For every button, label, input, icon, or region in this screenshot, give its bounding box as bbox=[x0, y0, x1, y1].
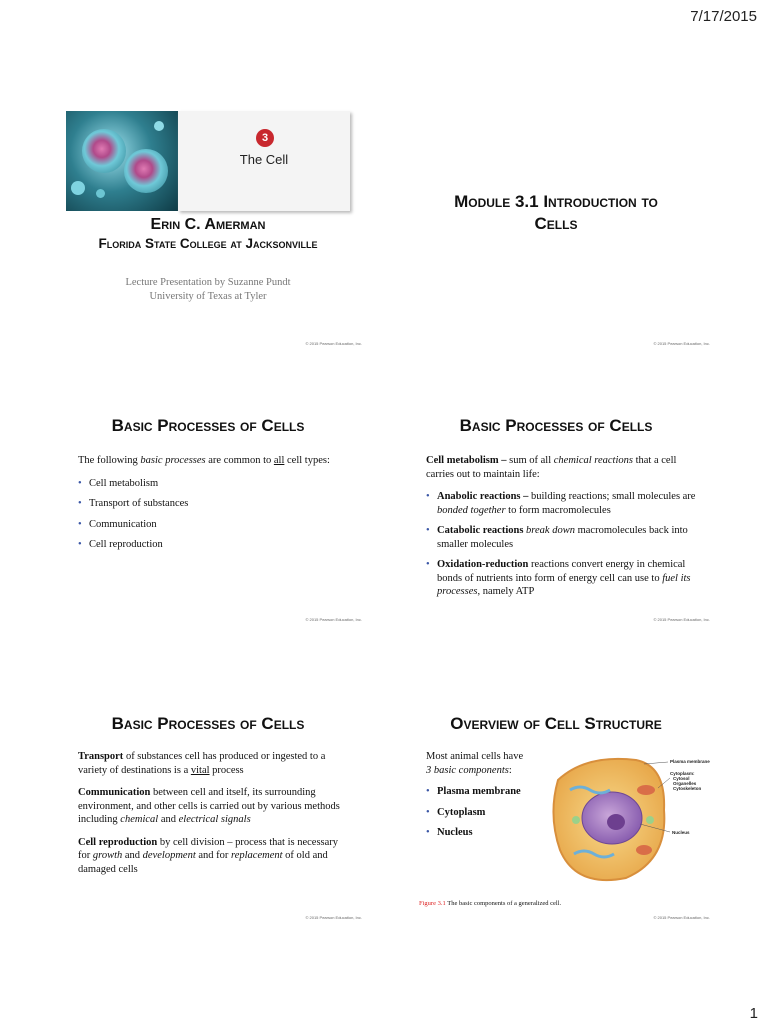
list-item: • Cytoplasm bbox=[426, 806, 486, 818]
copyright: © 2015 Pearson Education, Inc. bbox=[305, 341, 362, 346]
slide-title: Basic Processes of Cells bbox=[111, 714, 305, 733]
slide-module bbox=[396, 108, 716, 348]
copyright: © 2015 Pearson Education, Inc. bbox=[653, 341, 710, 346]
label-plasma-membrane: Plasma membrane bbox=[670, 759, 710, 764]
transport-paragraph: Transport of substances cell has produced or ingested to a variety of destinations is a vital process bbox=[78, 751, 326, 776]
slide-title: Overview of Cell Structure bbox=[450, 714, 662, 733]
copyright: © 2015 Pearson Education, Inc. bbox=[305, 617, 362, 622]
chapter-card bbox=[178, 111, 350, 211]
intro-text: Most animal cells have 3 basic components: bbox=[426, 751, 524, 776]
slide-cell-structure bbox=[396, 682, 716, 922]
list-item: • Plasma membrane bbox=[426, 786, 521, 797]
date-header: 7/17/2015 bbox=[690, 8, 757, 25]
list-item: • Cell reproduction bbox=[78, 539, 163, 550]
intro-text: The following basic processes are common to all cell types: bbox=[78, 455, 330, 466]
communication-paragraph: Communication between cell and itself, its surrounding environment, and other cells is carried out by various methods including chemical and electrical signals bbox=[78, 787, 340, 825]
copyright: © 2015 Pearson Education, Inc. bbox=[653, 915, 710, 920]
list-item: • Nucleus bbox=[426, 827, 473, 838]
slide-basic-processes-2 bbox=[396, 384, 716, 624]
slide-title-line2: Cells bbox=[534, 214, 578, 233]
author-name: Erin C. Amerman bbox=[150, 216, 266, 233]
slide-basic-processes-1 bbox=[48, 384, 368, 624]
list-item: • Cell metabolism bbox=[78, 477, 159, 489]
slide-title bbox=[48, 108, 368, 348]
label-nucleus: Nucleus bbox=[672, 830, 690, 835]
label-cytoskeleton: Cytoskeleton bbox=[673, 786, 702, 791]
chapter-number: 3 bbox=[261, 132, 269, 144]
chapter-number-badge bbox=[256, 129, 274, 147]
figure-number: Figure 3.1 bbox=[419, 900, 446, 907]
presenter-university: University of Texas at Tyler bbox=[149, 291, 267, 302]
cell-photo bbox=[66, 111, 178, 211]
page-number: 1 bbox=[749, 1005, 758, 1022]
slide-body bbox=[78, 454, 350, 559]
slide-body bbox=[426, 750, 536, 847]
list-item: • Anabolic reactions – building reactions; small molecules are bonded together to form macromolecules bbox=[426, 491, 696, 516]
reaction-list bbox=[426, 490, 698, 599]
slide-title: Basic Processes of Cells bbox=[111, 416, 305, 435]
copyright: © 2015 Pearson Education, Inc. bbox=[305, 915, 362, 920]
slide-title: Basic Processes of Cells bbox=[459, 416, 653, 435]
label-cytoplasm: Cytoplasm: bbox=[670, 771, 695, 776]
reproduction-paragraph: Cell reproduction by cell division – process that is necessary for growth and development and for replacement of old and damaged cells bbox=[78, 836, 339, 875]
figure-caption: Figure 3.1 The basic components of a generalized cell. bbox=[419, 900, 562, 907]
label-cytosol: Cytosol bbox=[673, 776, 690, 781]
list-item: • Communication bbox=[78, 518, 157, 530]
slide-basic-processes-3 bbox=[48, 682, 368, 922]
slide-title-line1: Module 3.1 Introduction to bbox=[454, 192, 658, 211]
slide-body bbox=[78, 750, 350, 885]
copyright: © 2015 Pearson Education, Inc. bbox=[653, 617, 710, 622]
list-item: • Catabolic reactions break down macromolecules back into smaller molecules bbox=[426, 525, 688, 550]
process-list bbox=[78, 477, 350, 552]
slide-body bbox=[426, 454, 698, 606]
institution-name: Florida State College at Jacksonville bbox=[98, 236, 318, 251]
label-organelles: Organelles bbox=[673, 781, 697, 786]
chapter-title: The Cell bbox=[239, 152, 289, 167]
component-list bbox=[426, 785, 536, 840]
lecture-presenter: Lecture Presentation by Suzanne Pundt bbox=[125, 277, 291, 288]
list-item: • Transport of substances bbox=[78, 498, 189, 509]
intro-text: Cell metabolism – sum of all chemical reactions that a cell carries out to maintain life: bbox=[426, 455, 677, 480]
list-item: • Oxidation-reduction reactions convert energy in chemical bonds of nutrients into form of energy cell can use to fuel its processes, namely ATP bbox=[426, 559, 691, 597]
cell-diagram bbox=[546, 750, 716, 890]
